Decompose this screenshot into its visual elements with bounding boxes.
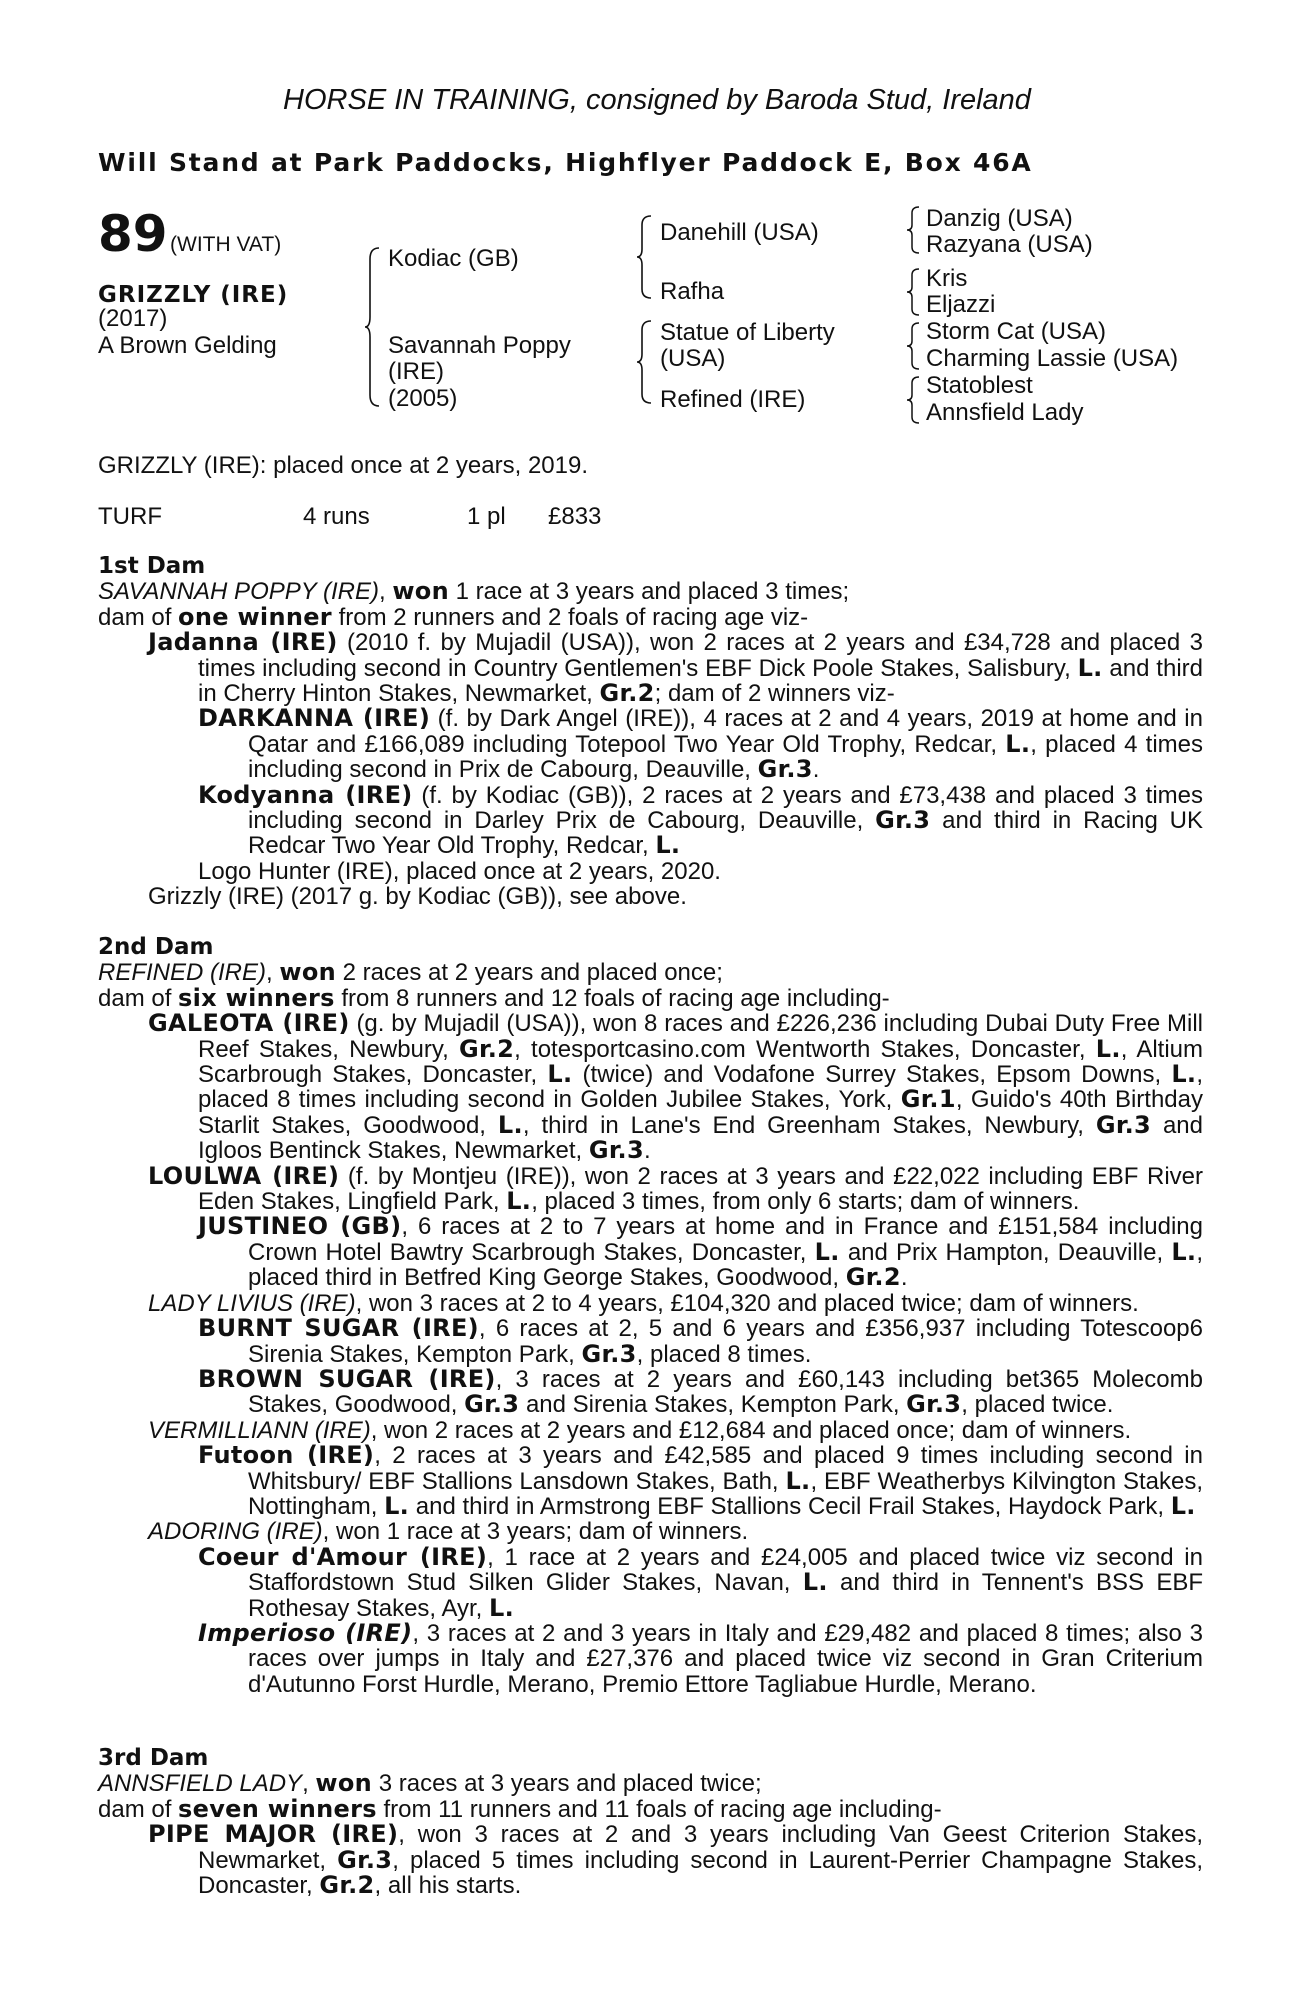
pedigree-brace-3b <box>906 268 920 316</box>
pedigree-sire: Kodiac (GB) <box>388 245 519 272</box>
dam1-produce-darkanna: DARKANNA (IRE) (f. by Dark Angel (IRE)), 4 races at 2 and 4 years, 2019 at home and in Qatar and £166,089 including Totepool Two Year Old Trophy, Redcar, L., placed 4 times including second in Prix de Cabourg, Deauville, Gr.3. <box>198 704 1203 784</box>
pedigree-ggs-6: Charming Lassie (USA) <box>926 345 1179 372</box>
dam2-produce-summary: dam of six winners from 8 runners and 12 foals of racing age including- <box>98 983 890 1012</box>
pedigree-dam-line2: (IRE) <box>388 358 444 385</box>
pedigree-brace-main <box>364 247 380 407</box>
dam1-produce-kodyanna: Kodyanna (IRE) (f. by Kodiac (GB)), 2 races at 2 years and £73,438 and placed 3 times including second in Darley Prix de Cabourg, Deauville, Gr.3 and third in Racing UK Redcar Two Year Old Trophy, Redcar, L. <box>198 780 1204 860</box>
dam3-produce-pipe-major: PIPE MAJOR (IRE), won 3 races at 2 and 3 years including Van Geest Criterion Stakes, Newmarket, Gr.3, placed 5 times including second in Laurent-Perrier Champagne Stakes, Doncaster, Gr.2, all his starts. <box>148 1820 1204 1900</box>
dam2-section <box>98 935 1203 1697</box>
dam1-section <box>98 554 1203 910</box>
pedigree-sire-dam: Rafha <box>660 278 725 305</box>
pedigree-ggs-1: Danzig (USA) <box>926 205 1073 232</box>
dam1-heading: 1st Dam <box>98 553 206 579</box>
dam1-name: SAVANNAH POPPY (IRE) <box>98 578 379 606</box>
dam1-produce-logo-hunter: Logo Hunter (IRE), placed once at 2 years, 2020. <box>198 857 721 885</box>
pedigree-brace-3a <box>906 206 920 254</box>
dam3-produce-summary: dam of seven winners from 11 runners and 11 foals of racing age including- <box>98 1794 942 1823</box>
dam3-record: ANNSFIELD LADY, won 3 races at 3 years and placed twice; <box>98 1769 762 1798</box>
dam3-heading: 3rd Dam <box>98 1745 209 1771</box>
dam2-produce-lady-livius: LADY LIVIUS (IRE), won 3 races at 2 to 4 years, £104,320 and placed twice; dam of winners. <box>148 1289 1139 1317</box>
page-header: HORSE IN TRAINING, consigned by Baroda Stud, Ireland <box>283 84 1031 116</box>
dam2-produce-coeur-damour: Coeur d'Amour (IRE), 1 race at 2 years and £24,005 and placed twice viz second in Staffordstown Stud Silken Glider Stakes, Navan, L. and third in Tennent's BSS EBF Rothesay Stakes, Ayr, L. <box>198 1542 1204 1622</box>
dam2-produce-adoring: ADORING (IRE), won 1 race at 3 years; dam of winners. <box>148 1518 749 1546</box>
dam2-produce-loulwa: LOULWA (IRE) (f. by Montjeu (IRE)), won 2 races at 3 years and £22,022 including EBF River Eden Stakes, Lingfield Park, L., placed 3 times, from only 6 starts; dam of winners. <box>148 1161 1203 1216</box>
dam2-produce-burnt-sugar: BURNT SUGAR (IRE), 6 races at 2, 5 and 6 years and £356,937 including Totescoop6 Sirenia Stakes, Kempton Park, Gr.3, placed 8 times. <box>198 1314 1203 1368</box>
record-placed: 1 pl <box>467 503 506 530</box>
horse-description: A Brown Gelding <box>98 332 277 359</box>
dam1-produce-grizzly: Grizzly (IRE) (2017 g. by Kodiac (GB)), see above. <box>148 883 687 911</box>
dam2-produce-futoon: Futoon (IRE), 2 races at 3 years and £42,585 and placed 9 times including second in Whitsbury/ EBF Stallions Lansdown Stakes, Bath, L., EBF Weatherbys Kilvington Stakes, Nottingham, L. and third in Armstrong EBF Stallions Cecil Frail Stakes, Haydock Park, L. <box>198 1441 1204 1520</box>
pedigree-dam-sire-line2: (USA) <box>660 345 726 372</box>
pedigree-sire-sire: Danehill (USA) <box>660 219 819 246</box>
dam2-produce-vermilliann: VERMILLIANN (IRE), won 2 races at 2 years and £12,684 and placed once; dam of winners. <box>148 1416 1132 1444</box>
vat-label: (WITH VAT) <box>170 233 282 256</box>
pedigree-brace-sire <box>636 215 652 299</box>
dam2-produce-justineo: JUSTINEO (GB), 6 races at 2 to 7 years at home and in France and £151,584 including Crown Hotel Bawtry Scarbrough Stakes, Doncaster, L. and Prix Hampton, Deauville, L., placed third in Betfred King George Stakes, Goodwood, Gr.2. <box>198 1212 1204 1292</box>
dam2-produce-imperioso: Imperioso (IRE), 3 races at 2 and 3 years in Italy and £29,482 and placed 8 times; also 3 races over jumps in Italy and £27,376 and placed twice viz second in Gran Criterium d'Autunno Forst Hurdle, Merano, Premio Ettore Tagliabue Hurdle, Merano. <box>198 1618 1203 1698</box>
pedigree-ggs-5: Storm Cat (USA) <box>926 318 1107 345</box>
venue-line: Will Stand at Park Paddocks, Highflyer Paddock E, Box 46A <box>98 148 1033 177</box>
pedigree-ggs-8: Annsfield Lady <box>926 399 1084 426</box>
pedigree-dam-dam: Refined (IRE) <box>660 386 806 413</box>
record-surface: TURF <box>98 503 162 530</box>
pedigree-dam-line1: Savannah Poppy <box>388 332 571 359</box>
race-summary: GRIZZLY (IRE): placed once at 2 years, 2019. <box>98 452 589 479</box>
pedigree-dam-sire-line1: Statue of Liberty <box>660 319 835 346</box>
dam1-record: SAVANNAH POPPY (IRE), won 1 race at 3 years and placed 3 times; <box>98 577 850 606</box>
dam1-produce-jadanna: Jadanna (IRE) (2010 f. by Mujadil (USA)), won 2 races at 2 years and £34,728 and placed 3 times including second in Country Gentlemen's EBF Dick Poole Stakes, Salisbury, L. and third in Cherry Hinton Stakes, Newmarket, Gr.2; dam of 2 winners viz- <box>148 628 1203 708</box>
dam2-produce-galeota: GALEOTA (IRE) (g. by Mujadil (USA)), won 8 races and £226,236 including Dubai Duty Free Mill Reef Stakes, Newbury, Gr.2, totesportcasino.com Wentworth Stakes, Doncaster, L., Altium Scarbrough Stakes, Doncaster, L. (twice) and Vodafone Surrey Stakes, Epsom Downs, L., placed 8 times including second in Golden Jubilee Stakes, York, Gr.1, Guido's 40th Birthday Starlit Stakes, Goodwood, L., third in Lane's End Greenham Stakes, Newbury, Gr.3 and Igloos Bentinck Stakes, Newmarket, Gr.3. <box>148 1009 1203 1165</box>
horse-name: GRIZZLY (IRE) <box>98 282 289 308</box>
pedigree-dam-line3: (2005) <box>388 385 458 412</box>
dam2-heading: 2nd Dam <box>98 934 214 960</box>
record-earnings: £833 <box>548 503 602 530</box>
dam3-section <box>98 1746 1203 1898</box>
dam1-produce-summary: dam of one winner from 2 runners and 2 foals of racing age viz- <box>98 602 809 631</box>
pedigree-brace-3c <box>906 322 920 370</box>
lot-number: 89 <box>98 205 168 263</box>
pedigree-brace-3d <box>906 376 920 424</box>
pedigree-ggs-3: Kris <box>926 265 968 292</box>
horse-year: (2017) <box>98 305 168 332</box>
record-runs: 4 runs <box>303 503 370 530</box>
pedigree-ggs-4: Eljazzi <box>926 291 996 318</box>
pedigree-brace-dam <box>636 320 652 404</box>
dam2-record: REFINED (IRE), won 2 races at 2 years and placed once; <box>98 958 723 987</box>
pedigree-ggs-7: Statoblest <box>926 372 1033 399</box>
dam2-produce-brown-sugar: BROWN SUGAR (IRE), 3 races at 2 years and £60,143 including bet365 Molecomb Stakes, Goodwood, Gr.3 and Sirenia Stakes, Kempton Park, Gr.3, placed twice. <box>198 1364 1203 1419</box>
pedigree-ggs-2: Razyana (USA) <box>926 231 1093 258</box>
